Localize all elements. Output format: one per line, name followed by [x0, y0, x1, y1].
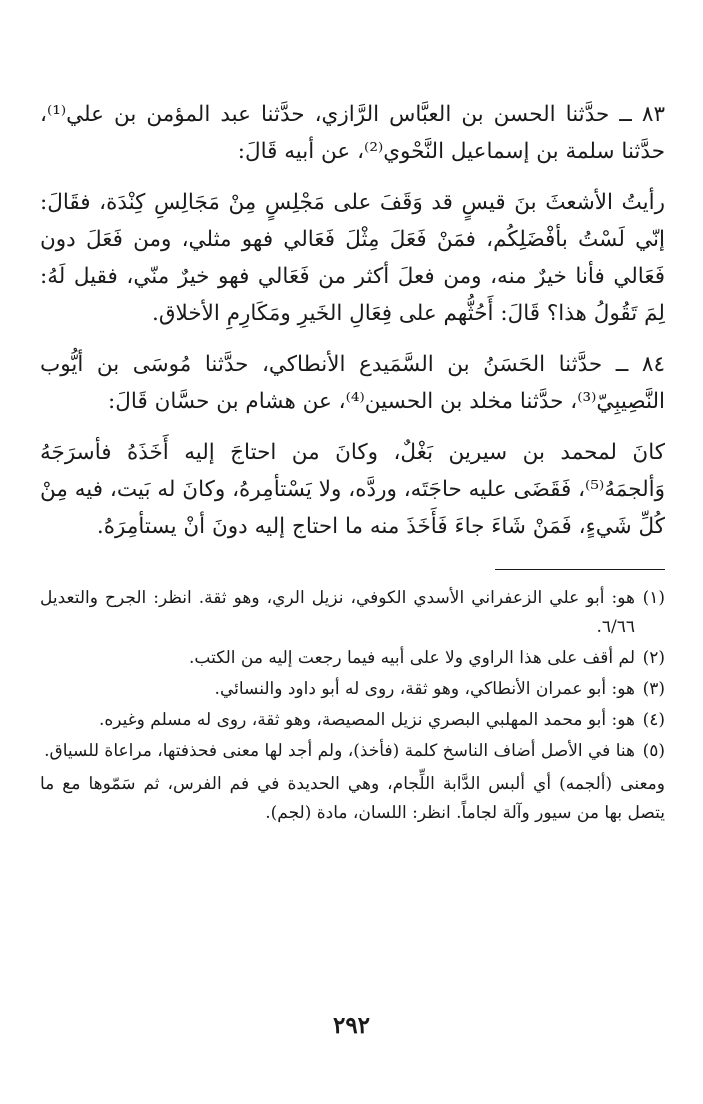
footnote-5 [40, 737, 665, 766]
hadith-83-text: رأيتُ الأشعثَ بنَ قيسٍ قد وَقَفَ على مَجْلِسٍ مِنْ مَجَالِسِ كِنْدَة، فقَالَ: إنّي لَسْتُ بأفْضَلِكُم، فمَنْ فَعَلَ مِثْلَ فَعَالي فهو مثلي، ومن فَعَلَ دون فَعَالي فأنا خيرٌ منه، ومن فعلَ أكثر من فَعَالي فهو خيرٌ منّي، فقيل لَهُ: لِمَ تَقُولُ هذا؟ قَالَ: أَحُثُّهم على فِعَالِ الخَيرِ ومَكَارِمِ الأخلاق. [40, 190, 665, 326]
footnote-number: (٢) [642, 648, 665, 668]
footnote-text: هو: أبو علي الزعفراني الأسدي الكوفي، نزيل الري، وهو ثقة. انظر: الجرح والتعديل ٦/٦٦. [40, 588, 635, 637]
page-number: ٢٩٢ [332, 1012, 371, 1039]
page-body [40, 96, 665, 828]
footnote-text: هنا في الأصل أضاف الناسخ كلمة (فأخذ)، ولم أجد لها معنى فحذفتها، مراعاة للسياق. [44, 741, 635, 761]
hadith-84-isnad: ٨٤ ــ حدَّثنا الحَسَنُ بن السَّمَيدع الأنطاكي، حدَّثنا مُوسَى بن أيُّوب النَّصِيبِيّ⁽³⁾، حدَّثنا مخلد بن الحسين⁽⁴⁾، عن هشام بن حسَّان قَالَ: [40, 352, 665, 414]
footnotes-section [40, 584, 665, 828]
footnote-1 [40, 584, 665, 642]
footnote-text: هو: أبو عمران الأنطاكي، وهو ثقة، روى له أبو داود والنسائي. [214, 679, 635, 699]
hadith-83-isnad: ٨٣ ــ حدَّثنا الحسن بن العبَّاس الرَّازي، حدَّثنا عبد المؤمن بن علي⁽¹⁾، حدَّثنا سلمة بن إسماعيل النَّحْوي⁽²⁾، عن أبيه قَالَ: [40, 102, 665, 164]
footnote-number: (٥) [642, 741, 665, 761]
hadith-84-text: كانَ لمحمد بن سيرين بَغْلٌ، وكانَ من احتاجَ إليه أَخَذَهُ فأسرَجَهُ وَألجمَهُ⁽⁵⁾، فَقَضَى عليه حاجَتَه، وردَّه، ولا يَسْتأمِرهُ، وكانَ له بَيت، فيه مِنْ كُلِّ شَيءٍ، فَمَنْ شَاءَ جاءَ فَأَخَذَ منه ما احتاج إليه دونَ أنْ يستأمِرَهُ. [40, 440, 665, 539]
footnote-5-continuation: ومعنى (ألجمه) أي ألبس الدَّابة اللِّجام، وهي الحديدة في فم الفرس، ثم سَمّوها مع ما يتصل بها من سيور وآلة لجاماً. انظر: اللسان، مادة (لجم). [40, 774, 665, 823]
footnote-text: هو: أبو محمد المهلبي البصري نزيل المصيصة، وهو ثقة، روى له مسلم وغيره. [98, 710, 635, 730]
footnote-number: (١) [642, 588, 665, 608]
footnote-divider [495, 569, 665, 570]
footnote-3 [40, 675, 665, 704]
footnote-number: (٤) [642, 710, 665, 730]
footnote-4 [40, 706, 665, 735]
footnote-text: لم أقف على هذا الراوي ولا على أبيه فيما رجعت إليه من الكتب. [189, 648, 635, 668]
footnote-2 [40, 644, 665, 673]
footnote-number: (٣) [642, 679, 665, 699]
